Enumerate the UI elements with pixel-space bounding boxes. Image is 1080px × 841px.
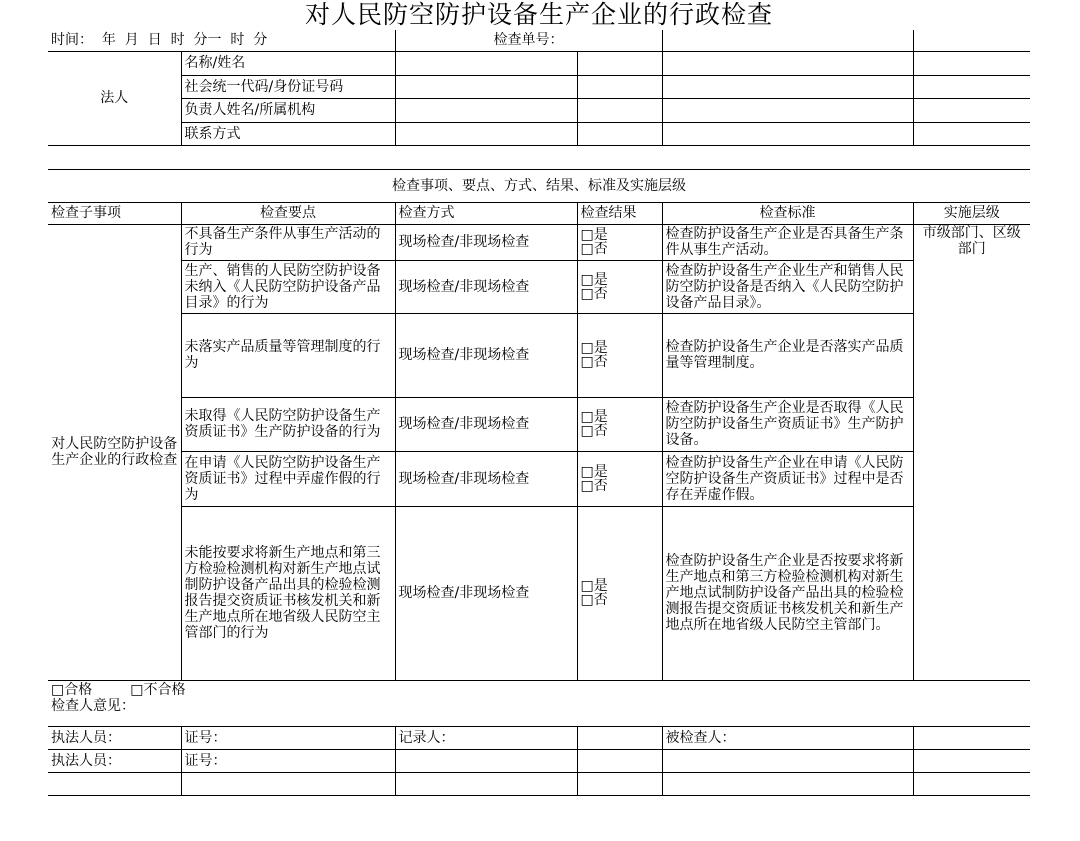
result-no-option[interactable]: □否 bbox=[580, 423, 608, 439]
inspection-method: 现场检查/非现场检查 bbox=[395, 260, 577, 313]
sub-item-name: 对人民防空防护设备生产企业的行政检查 bbox=[48, 224, 181, 680]
result-checkboxes[interactable] bbox=[577, 313, 662, 397]
blank-cell bbox=[913, 75, 1030, 98]
legal-field-contact-value[interactable] bbox=[395, 122, 577, 145]
cert-label: 证号： bbox=[181, 749, 395, 772]
opinion-pass-option[interactable]: □合格 bbox=[51, 681, 93, 698]
inspection-point: 生产、销售的人民防空防护设备未纳入《人民防空防护设备产品目录》的行为 bbox=[181, 260, 395, 313]
blank-cell bbox=[395, 772, 577, 795]
result-checkboxes[interactable] bbox=[577, 397, 662, 451]
result-yes-option[interactable]: □是 bbox=[580, 271, 608, 288]
document-title: 对人民防空防护设备生产企业的行政检查 bbox=[304, 0, 773, 29]
result-yes-option[interactable]: □是 bbox=[580, 463, 608, 480]
officer-label: 执法人员： bbox=[48, 749, 181, 772]
opinion-fail-option[interactable]: □不合格 bbox=[130, 681, 186, 698]
legal-field-credit-code-value[interactable] bbox=[395, 75, 577, 98]
inspection-point: 未取得《人民防空防护设备生产资质证书》生产防护设备的行为 bbox=[181, 397, 395, 451]
blank-cell bbox=[662, 122, 913, 145]
col-header-standard: 检查标准 bbox=[662, 202, 913, 224]
col-header-result: 检查结果 bbox=[577, 202, 662, 224]
time-cell bbox=[48, 30, 395, 51]
blank-cell bbox=[577, 98, 662, 122]
result-yes-option[interactable]: □是 bbox=[580, 340, 608, 356]
blank-cell bbox=[577, 749, 662, 772]
implementation-level bbox=[913, 224, 1030, 680]
blank-cell bbox=[577, 122, 662, 145]
blank-cell bbox=[913, 772, 1030, 795]
legal-person-label: 法人 bbox=[48, 51, 181, 145]
legal-field-credit-code: 社会统一代码/身份证号码 bbox=[181, 75, 395, 98]
blank-cell bbox=[662, 30, 913, 51]
officer-label: 执法人员： bbox=[48, 726, 181, 749]
inspection-no-cell bbox=[395, 30, 662, 51]
section-title: 检查事项、要点、方式、结果、标准及实施层级 bbox=[48, 169, 1030, 202]
blank-cell bbox=[577, 772, 662, 795]
result-checkboxes[interactable] bbox=[577, 260, 662, 313]
blank-cell bbox=[48, 772, 181, 795]
legal-field-name: 名称/姓名 bbox=[181, 51, 395, 75]
inspection-method: 现场检查/非现场检查 bbox=[395, 313, 577, 397]
implementation-level-text: 市级部门、区级部门 bbox=[922, 224, 1021, 257]
blank-cell bbox=[577, 726, 662, 749]
opinion-options bbox=[51, 681, 1027, 698]
result-checkboxes[interactable] bbox=[577, 224, 662, 260]
result-no-option[interactable]: □否 bbox=[580, 241, 608, 257]
col-header-method: 检查方式 bbox=[395, 202, 577, 224]
time-label: 时间： 年 月 日 时 分一 时 分 bbox=[51, 32, 268, 49]
inspection-standard: 检查防护设备生产企业是否落实产品质量等管理制度。 bbox=[662, 313, 913, 397]
col-header-points: 检查要点 bbox=[181, 202, 395, 224]
inspection-point: 未落实产品质量等管理制度的行为 bbox=[181, 313, 395, 397]
inspection-standard: 检查防护设备生产企业在申请《人民防空防护设备生产资质证书》过程中是否存在弄虚作假。 bbox=[662, 451, 913, 506]
inspection-standard: 检查防护设备生产企业是否按要求将新生产地点和第三方检验检测机构对新生产地点试制防护设备产品出具的检验检测报告提交资质证书核发机关和新生产地点所在地省级人民防空主管部门。 bbox=[662, 506, 913, 680]
blank-cell bbox=[577, 75, 662, 98]
legal-field-responsible-person-value[interactable] bbox=[395, 98, 577, 122]
blank-cell bbox=[913, 51, 1030, 75]
blank-cell bbox=[913, 122, 1030, 145]
result-no-option[interactable]: □否 bbox=[580, 592, 608, 608]
result-no-option[interactable]: □否 bbox=[580, 354, 608, 370]
inspection-method: 现场检查/非现场检查 bbox=[395, 506, 577, 680]
blank-cell bbox=[662, 75, 913, 98]
inspection-standard: 检查防护设备生产企业生产和销售人民防空防护设备是否纳入《人民防空防护设备产品目录》。 bbox=[662, 260, 913, 313]
inspection-standard: 检查防护设备生产企业是否具备生产条件从事生产活动。 bbox=[662, 224, 913, 260]
inspection-point: 在申请《人民防空防护设备生产资质证书》过程中弄虚作假的行为 bbox=[181, 451, 395, 506]
result-checkboxes[interactable] bbox=[577, 506, 662, 680]
result-yes-option[interactable]: □是 bbox=[580, 227, 608, 243]
inspection-point: 未能按要求将新生产地点和第三方检验检测机构对新生产地点试制防护设备产品出具的检验检测报告提交资质证书核发机关和新生产地点所在地省级人民防空主管部门的行为 bbox=[181, 506, 395, 680]
blank-cell bbox=[577, 51, 662, 75]
opinion-label: 检查人意见： bbox=[51, 697, 135, 714]
result-no-option[interactable]: □否 bbox=[580, 285, 608, 302]
blank-cell bbox=[913, 30, 1030, 51]
spacer-row bbox=[48, 145, 1030, 169]
result-checkboxes[interactable] bbox=[577, 451, 662, 506]
blank-cell bbox=[662, 772, 913, 795]
result-yes-option[interactable]: □是 bbox=[580, 409, 608, 425]
blank-cell bbox=[662, 749, 913, 772]
inspection-point: 不具备生产条件从事生产活动的行为 bbox=[181, 224, 395, 260]
result-yes-option[interactable]: □是 bbox=[580, 578, 608, 594]
blank-cell bbox=[662, 98, 913, 122]
col-header-sub-item: 检查子事项 bbox=[48, 202, 181, 224]
inspection-standard: 检查防护设备生产企业是否取得《人民防空防护设备生产资质证书》生产防护设备。 bbox=[662, 397, 913, 451]
blank-cell bbox=[913, 726, 1030, 749]
blank-cell bbox=[913, 98, 1030, 122]
blank-cell bbox=[913, 749, 1030, 772]
inspection-method: 现场检查/非现场检查 bbox=[395, 451, 577, 506]
blank-cell bbox=[662, 51, 913, 75]
blank-cell bbox=[181, 772, 395, 795]
inspection-method: 现场检查/非现场检查 bbox=[395, 397, 577, 451]
legal-field-name-value[interactable] bbox=[395, 51, 577, 75]
blank-cell bbox=[395, 749, 577, 772]
opinion-cell bbox=[48, 680, 1030, 726]
legal-field-contact: 联系方式 bbox=[181, 122, 395, 145]
inspection-method: 现场检查/非现场检查 bbox=[395, 224, 577, 260]
col-header-level: 实施层级 bbox=[913, 202, 1030, 224]
inspection-no-label: 检查单号： bbox=[493, 32, 564, 49]
result-no-option[interactable]: □否 bbox=[580, 477, 608, 494]
inspected-label: 被检查人： bbox=[662, 726, 913, 749]
inspection-form-table bbox=[48, 30, 1030, 796]
legal-field-responsible-person: 负责人姓名/所属机构 bbox=[181, 98, 395, 122]
recorder-label: 记录人： bbox=[395, 726, 577, 749]
cert-label: 证号： bbox=[181, 726, 395, 749]
